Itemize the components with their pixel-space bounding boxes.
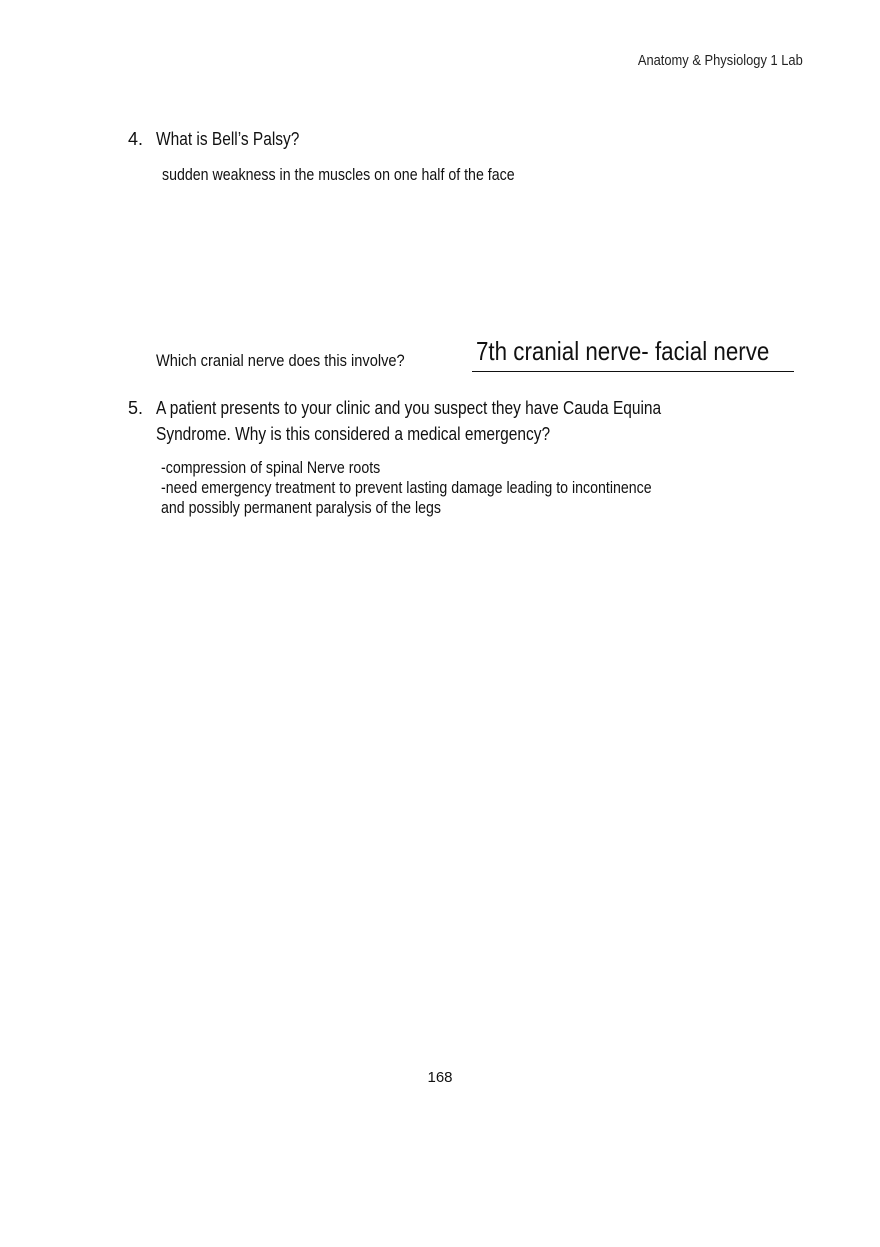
question-5-text: A patient presents to your clinic and you suspect they have Cauda Equina — [156, 398, 662, 418]
answer-blank-line — [472, 371, 794, 372]
followup-prompt — [156, 351, 445, 371]
question-4-text — [156, 129, 323, 150]
question-5-text: Syndrome. Why is this considered a medical emergency? — [156, 424, 551, 444]
followup-prompt-text: Which cranial nerve does this involve? — [156, 351, 405, 370]
question-4-answer[interactable] — [162, 166, 572, 185]
question-4-line: What is Bell’s Palsy? — [156, 129, 300, 149]
followup-answer-text: 7th cranial nerve- facial nerve — [476, 336, 770, 366]
question-5-line-2 — [156, 424, 614, 445]
question-5-line-1 — [156, 398, 743, 419]
answer-line: -compression of spinal Nerve roots — [161, 459, 381, 477]
question-4-number: 4. — [128, 129, 144, 149]
page-number: 168 — [427, 1069, 453, 1086]
question-5-answer-line-1[interactable] — [161, 459, 416, 478]
answer-line: sudden weakness in the muscles on one half of the face — [162, 166, 515, 184]
page-header — [611, 52, 803, 69]
header-title: Anatomy & Physiology 1 Lab — [638, 52, 803, 69]
question-5-answer-line-2[interactable] — [161, 479, 732, 498]
question-5-answer-line-3[interactable] — [161, 499, 487, 518]
answer-line: -need emergency treatment to prevent lasting damage leading to incontinence — [161, 479, 652, 497]
followup-answer[interactable] — [476, 336, 817, 367]
question-5-number: 5. — [128, 398, 144, 418]
answer-line: and possibly permanent paralysis of the legs — [161, 499, 442, 517]
